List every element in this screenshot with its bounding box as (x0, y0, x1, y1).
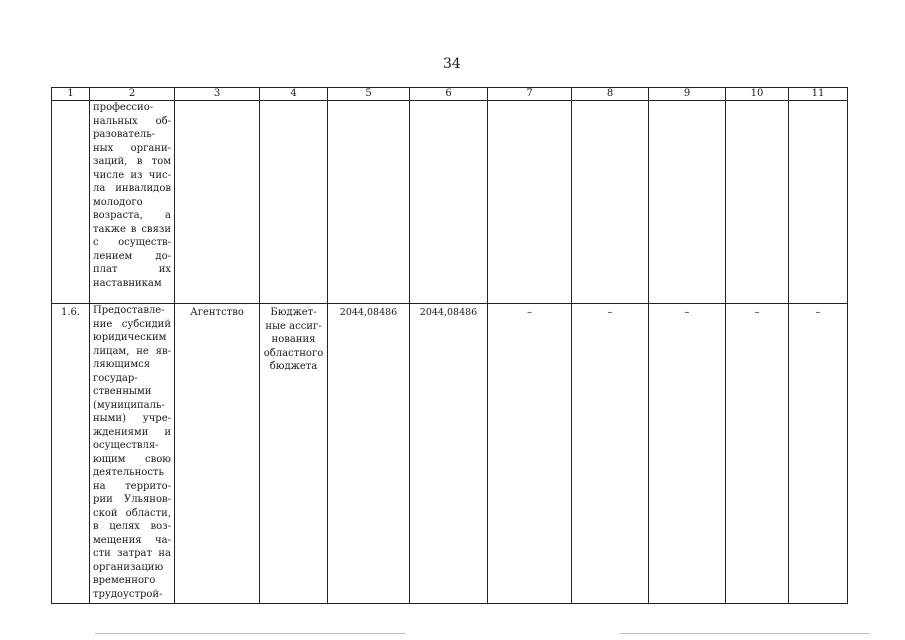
header-row (52, 88, 848, 101)
description-line: временного (93, 575, 156, 586)
empty-cell (726, 101, 789, 304)
description-line: также в связи (93, 223, 171, 235)
amount-cell: – (649, 304, 726, 604)
description-line: деятельность (93, 467, 164, 478)
description-line: лицам, не яв- (93, 345, 171, 357)
description-line: ных органи- (93, 142, 171, 154)
description-line: числе из чис- (93, 169, 171, 181)
description-line: трудоустрой- (93, 588, 163, 600)
table-row (52, 304, 848, 604)
budget-table (51, 87, 848, 604)
executor-cell: Агентство (175, 304, 260, 604)
amount-total-cell: 2044,08486 (328, 304, 410, 604)
description-line: ляющимся (93, 359, 151, 370)
description-line: профессио- (93, 102, 154, 113)
amount-cell: – (488, 304, 572, 604)
description-line: плат их (93, 264, 171, 275)
empty-cell (649, 101, 726, 304)
description-line: ние субсидий (93, 318, 171, 330)
description-line: ными) учре- (93, 413, 171, 424)
header-cell: 11 (789, 88, 848, 101)
funding-source-line: областного (263, 347, 324, 359)
funding-source-line: ные ассиг- (265, 320, 322, 332)
header-cell: 10 (726, 88, 789, 101)
description-line: сти затрат на (93, 548, 171, 559)
description-line: мещения ча- (93, 534, 171, 546)
header-cell: 3 (175, 88, 260, 101)
header-cell: 5 (328, 88, 410, 101)
description-line: ственными (93, 386, 152, 397)
description-line: ющим свою (93, 453, 171, 465)
funding-source-line: бюджета (269, 361, 318, 372)
scan-artifact (620, 633, 870, 634)
funding-source-line: нования (271, 334, 316, 345)
row-number-cell: 1.6. (52, 304, 90, 604)
description-cell (90, 304, 175, 604)
description-line: осуществля- (93, 440, 159, 451)
empty-cell (175, 101, 260, 304)
amount-cell: – (726, 304, 789, 604)
description-line: рии Ульянов- (93, 494, 171, 505)
header-cell: 7 (488, 88, 572, 101)
funding-source-line: Бюджет- (270, 307, 317, 318)
description-line: возраста, а (93, 210, 171, 221)
empty-cell (572, 101, 649, 304)
description-line: нальных об- (93, 115, 171, 127)
description-line: ла инвалидов (93, 183, 171, 194)
description-line: молодого (93, 196, 143, 208)
header-cell: 9 (649, 88, 726, 101)
empty-cell (789, 101, 848, 304)
description-line: ской области, (93, 507, 171, 519)
page-number: 34 (443, 56, 461, 72)
description-line: Предоставле- (93, 305, 165, 316)
row-number-cell (52, 101, 90, 304)
empty-cell (410, 101, 488, 304)
description-line: (муниципаль- (93, 399, 165, 411)
description-line: ждениями и (93, 426, 171, 438)
header-cell: 4 (260, 88, 328, 101)
empty-cell (488, 101, 572, 304)
amount-cell: – (572, 304, 649, 604)
funding-source-cell (260, 304, 328, 604)
table-row (52, 101, 848, 304)
description-line: разователь- (93, 129, 156, 140)
header-cell: 1 (52, 88, 90, 101)
description-line: в целях воз- (93, 521, 171, 532)
description-line: с осуществ- (93, 237, 171, 248)
header-cell: 6 (410, 88, 488, 101)
amount-cell: – (789, 304, 848, 604)
description-line: на террито- (93, 480, 171, 492)
empty-cell (260, 101, 328, 304)
empty-cell (328, 101, 410, 304)
header-cell: 2 (90, 88, 175, 101)
description-line: организацию (93, 561, 164, 573)
amount-year-cell: 2044,08486 (410, 304, 488, 604)
description-line: лением до- (93, 250, 171, 262)
description-line: юридическим (93, 332, 167, 343)
description-line: государ- (93, 372, 138, 384)
description-cell (90, 101, 175, 304)
scan-artifact (95, 633, 405, 634)
description-line: наставникам (93, 277, 162, 289)
description-line: заций, в том (93, 156, 171, 167)
header-cell: 8 (572, 88, 649, 101)
